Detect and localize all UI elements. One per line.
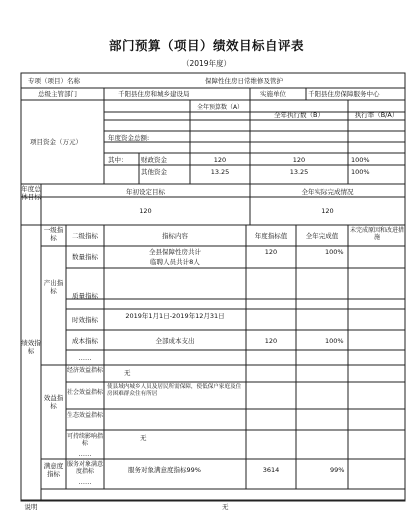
funds-row1-label: 财政资金 [141,156,167,164]
social-label: 社会效益指标 [67,389,104,396]
funds-total-label: 年度资金总额: [108,134,150,142]
project-name-value: 保障性住房日常维修及管护 [205,77,283,85]
cost-target: 120 [264,337,278,345]
social-content: 使县域内城乡人员及居民所需保障，使低保户家庭及住房困难群众住有所居 [107,384,242,397]
page-title: 部门预算（项目）绩效目标自评表 [108,38,304,53]
funds-row1-budget: 120 [213,156,227,164]
quantity-content-2: 临聘人员共计8人 [150,258,200,266]
econ-content: 无 [124,369,131,377]
output-indicators-label: 产出指标 [43,279,64,295]
quantity-content-1: 全县保障性房共计 [149,248,201,256]
goals-planned-value: 120 [139,207,152,215]
satisfaction-content: 服务对象满意度指标99% [128,466,201,474]
header-level2: 二级指标 [72,232,98,240]
funds-col-exec: 全年执行数（B） [274,111,324,119]
funds-row2-budget: 13.25 [210,168,230,176]
satisfaction-sub-label: 服务对象满意度指标 [67,461,104,475]
timeliness-content: 2019年1月1日-2019年12月31日 [125,312,225,320]
funds-row2-exec: 13.25 [289,168,309,176]
header-content: 指标内容 [162,232,188,240]
notes-value: 无 [222,503,229,511]
sustain-label: 可持续影响指标 [67,433,104,447]
goals-actual-value: 120 [321,207,334,215]
funds-row1-prefix: 其中： [108,156,128,164]
timeliness-label: 时效指标 [72,316,98,324]
eco-label: 生态效益指标 [67,412,104,419]
goals-col-actual: 全年实际完成情况 [301,188,354,196]
funds-row1-rate: 100% [351,156,370,164]
funds-col-rate: 执行率（B/A） [354,111,399,119]
cost-done: 100% [325,337,344,345]
sustain-content: 无 [140,434,147,442]
impl-value: 千阳县住房保障服务中心 [308,90,380,98]
funds-col-budget: 全年预算数（A） [196,104,244,111]
funds-row2-rate: 100% [351,168,370,176]
dept-label: 总级主管部门 [38,90,77,98]
header-reason: 未完成原因和改进措施 [350,227,405,241]
ellipsis-output: …… [78,354,92,362]
notes-label: 说明 [24,503,38,511]
impl-label: 实施单位 [260,90,286,98]
header-done: 全年完成值 [305,232,339,240]
satisfaction-indicators-label: 满意度指标 [43,462,64,478]
quantity-target: 120 [264,248,278,256]
funds-label: 项目资金（万元） [30,138,82,146]
funds-row1-exec: 120 [292,156,306,164]
goals-label: 年度总体目标 [21,185,41,201]
header-level1: 一级指标 [43,226,64,242]
satisfaction-target: 3614 [262,466,280,474]
cost-label: 成本指标 [72,337,98,345]
ellipsis-outcome: …… [78,450,92,458]
indicators-side-label: 绩效指标 [21,339,41,355]
dept-value: 千阳县住房和城乡建设局 [118,90,190,98]
outcome-indicators-label: 效益指标 [43,394,64,410]
goals-col-planned: 年初设定目标 [126,188,165,196]
econ-label: 经济效益指标 [67,367,104,374]
quantity-done: 100% [325,248,344,256]
quantity-label: 数量指标 [72,253,98,261]
satisfaction-done: 99% [330,466,345,474]
cost-content: 全部成本支出 [155,337,195,345]
ellipsis-satisfaction: …… [78,478,92,486]
page-subtitle: （2019年度） [181,59,232,68]
project-name-label: 专项（项目）名称 [28,77,80,85]
header-target: 年度指标值 [254,232,288,240]
quality-label: 质量指标 [72,292,98,300]
funds-row2-label: 其他资金 [141,168,167,176]
